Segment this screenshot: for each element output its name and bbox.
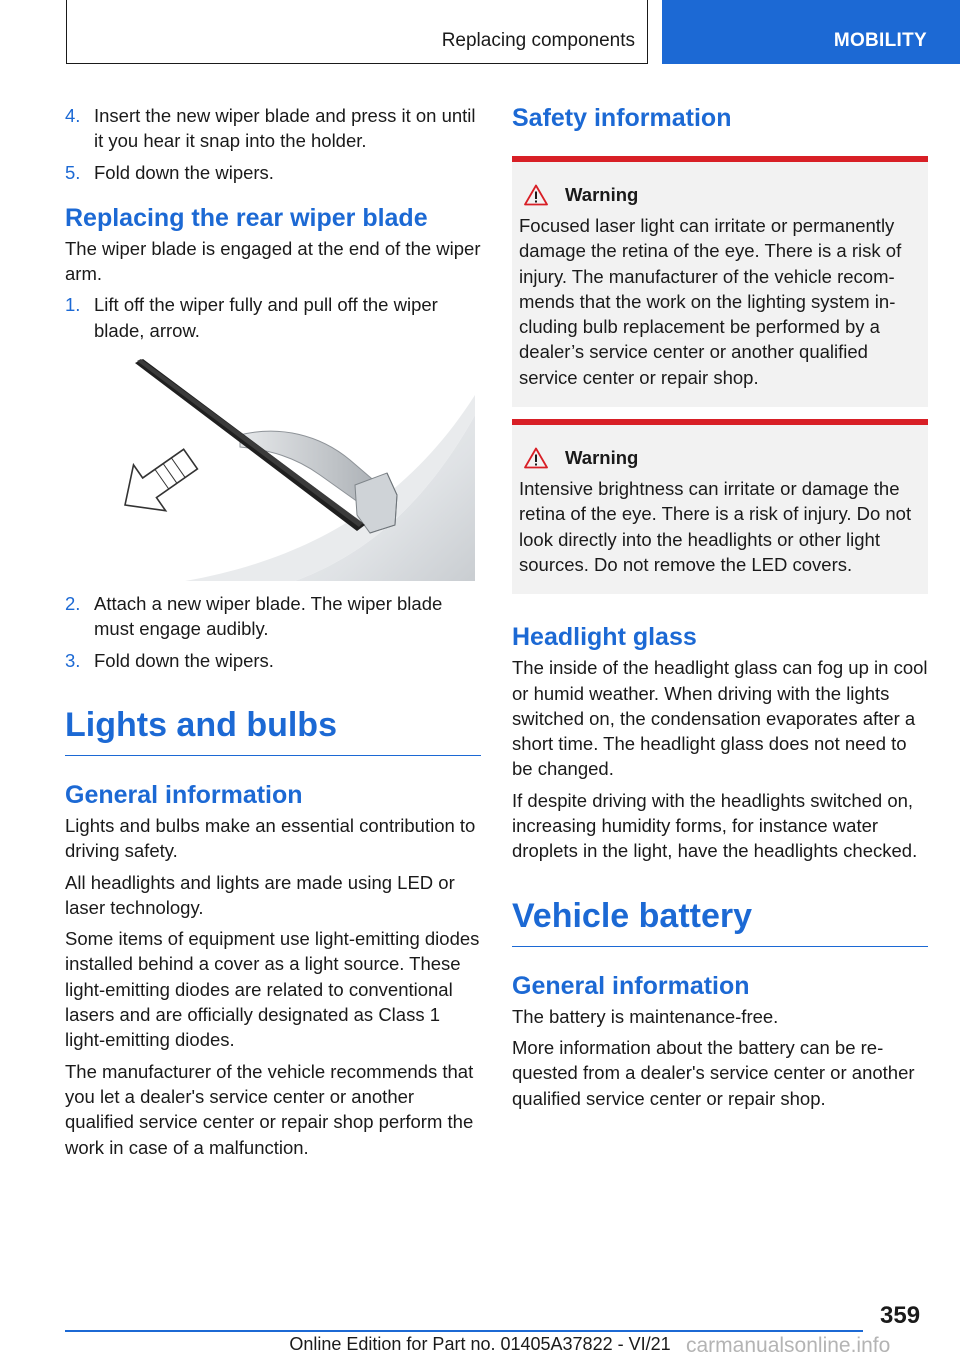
- warning-text: Intensive brightness can irritate or damage the retina of the eye. There is a risk of injury. Do not look directly into the headlights or other light sources. Do not remove the LED covers.: [519, 478, 912, 575]
- warning-text: Focused laser light can irritate or permanently damage the retina of the eye. There is a risk of injury. The manufacturer of the vehicle recommends that the work on the lighting system including bulb replacement be performed by a dealer’s service center or another qualified service center or repair shop.: [519, 215, 902, 388]
- rear-step-2: [65, 591, 481, 642]
- step-text: Lift off the wiper fully and pull off the wiper blade, arrow.: [94, 294, 438, 341]
- header-section-box: [66, 0, 648, 64]
- step-4: [65, 103, 481, 154]
- warning-triangle-icon: [524, 184, 548, 206]
- rear-wiper-intro: The wiper blade is engaged at the end of the wiper arm.: [65, 237, 481, 285]
- step-text: Attach a new wiper blade. The wiper blade must engage audibly.: [94, 593, 443, 640]
- warning-title: Warning: [565, 184, 639, 205]
- warning-box-laser: [512, 156, 928, 407]
- safety-info-heading: Safety information: [512, 104, 732, 132]
- step-5: [65, 160, 481, 185]
- general-paragraph-3: Some items of equipment use light-emitting diodes installed behind a cover as a light source. These light-emitting diodes are related to conventional lasers and are officially designated as Class 1 light-emitting diodes.: [65, 928, 480, 1051]
- header-chapter-tab: [662, 0, 960, 64]
- step-number: 3.: [65, 649, 81, 671]
- general-paragraph-4: The manufacturer of the vehicle recommends that you let a dealer's service center or another qualified service center or repair shop perform the work in case of a malfunction.: [65, 1060, 474, 1158]
- general-info-heading: General information: [65, 780, 303, 809]
- watermark: carmanualsonline.info: [686, 1334, 891, 1357]
- step-number: 2.: [65, 593, 81, 615]
- step-text: Fold down the wipers.: [94, 161, 274, 183]
- header-section-title: Replacing components: [441, 30, 635, 51]
- warning-box-brightness: [512, 419, 928, 594]
- step-text: Insert the new wiper blade and press it on until it you hear it snap into the holder.: [94, 105, 476, 152]
- footer-edition: Online Edition for Part no. 01405A37822 - VI/21: [289, 1334, 671, 1354]
- general-paragraph-2: All headlights and lights are made using LED or laser technology.: [65, 871, 455, 918]
- headlight-glass-paragraph-1: The inside of the headlight glass can fog up in cool or humid weather. When driving with the lights switched on, the condensation evaporates after a short time. The headlight glass does not need to be changed.: [512, 657, 928, 780]
- step-text: Fold down the wipers.: [94, 649, 274, 671]
- footer-rule: [65, 1330, 863, 1332]
- headlight-glass-heading: Headlight glass: [512, 623, 697, 652]
- step-number: 4.: [65, 105, 81, 126]
- wiper-blade-illustration: [65, 355, 481, 581]
- rear-step-3: [65, 648, 481, 673]
- headlight-glass-paragraph-2: If despite driving with the headlights switched on, increasing humidity forms, for instance water droplets in the light, have the headlights checked.: [512, 789, 918, 862]
- rear-wiper-heading: Replacing the rear wiper blade: [65, 203, 428, 232]
- general-paragraph-1: Lights and bulbs make an essential contribution to driving safety.: [65, 814, 476, 862]
- warning-header: [519, 447, 921, 469]
- step-number: 5.: [65, 161, 81, 183]
- battery-paragraph-1: The battery is maintenance-free.: [512, 1005, 779, 1027]
- battery-paragraph-2: More information about the battery can be requested from a dealer's service center or another qualified service center or repair shop.: [512, 1036, 915, 1109]
- step-number: 1.: [65, 294, 81, 316]
- warning-triangle-icon: [524, 447, 548, 469]
- warning-header: [519, 184, 921, 206]
- left-column: [65, 103, 481, 1166]
- right-column: [512, 103, 928, 1117]
- warning-title: Warning: [565, 447, 639, 469]
- vehicle-battery-heading: Vehicle battery: [512, 896, 928, 947]
- header-chapter-title: MOBILITY: [833, 30, 927, 51]
- lights-bulbs-heading: Lights and bulbs: [65, 705, 481, 756]
- battery-general-heading: General information: [512, 971, 750, 1000]
- rear-step-1: [65, 292, 481, 343]
- page-number: 359: [880, 1302, 921, 1329]
